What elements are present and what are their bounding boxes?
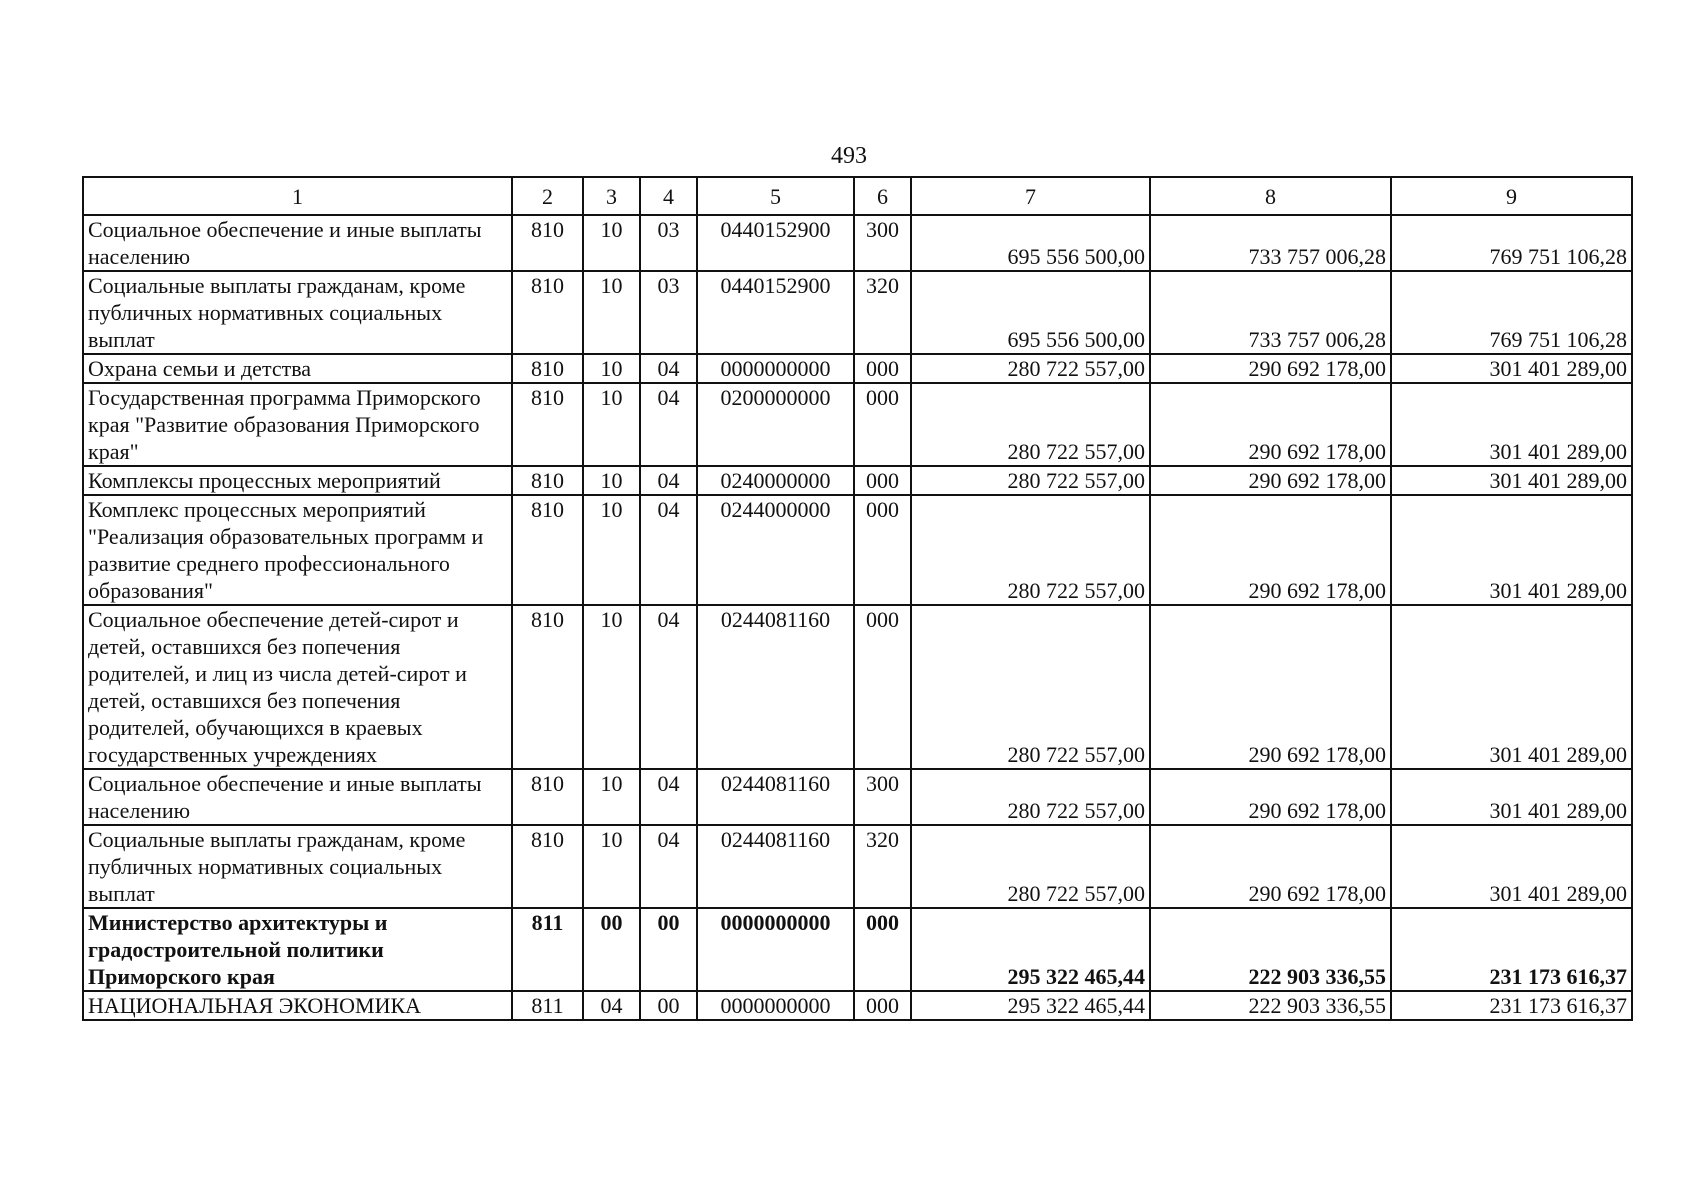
table-row [83, 383, 1632, 466]
amount-col7-cell: 295 322 465,44 [911, 908, 1150, 991]
podrazdel-code-cell: 04 [640, 769, 697, 825]
row-name-cell: Социальные выплаты гражданам, кроме публичных нормативных социальных выплат [83, 271, 512, 354]
target-article-cell: 0240000000 [697, 466, 854, 495]
table-row [83, 991, 1632, 1020]
column-header: 6 [854, 177, 911, 215]
amount-col7-cell: 280 722 557,00 [911, 769, 1150, 825]
amount-col8-cell: 290 692 178,00 [1150, 825, 1391, 908]
podrazdel-code-cell: 04 [640, 354, 697, 383]
razdel-code-cell: 10 [583, 605, 640, 769]
amount-col7-cell: 280 722 557,00 [911, 825, 1150, 908]
amount-col8-cell: 222 903 336,55 [1150, 991, 1391, 1020]
razdel-code-cell: 10 [583, 215, 640, 271]
amount-col8-cell: 290 692 178,00 [1150, 354, 1391, 383]
table-row [83, 354, 1632, 383]
table-row [83, 769, 1632, 825]
podrazdel-code-cell: 04 [640, 825, 697, 908]
expense-type-cell: 000 [854, 466, 911, 495]
razdel-code-cell: 00 [583, 908, 640, 991]
amount-col9-cell: 301 401 289,00 [1391, 354, 1632, 383]
page-number: 493 [831, 143, 867, 169]
row-name-cell: Государственная программа Приморского края "Развитие образования Приморского края" [83, 383, 512, 466]
row-name-cell: Комплекс процессных мероприятий "Реализация образовательных программ и развитие среднего профессионального образования" [83, 495, 512, 605]
amount-col7-cell: 280 722 557,00 [911, 466, 1150, 495]
row-name-cell: Социальное обеспечение и иные выплаты населению [83, 215, 512, 271]
amount-col9-cell: 231 173 616,37 [1391, 908, 1632, 991]
expense-type-cell: 000 [854, 605, 911, 769]
amount-col8-cell: 290 692 178,00 [1150, 466, 1391, 495]
amount-col7-cell: 280 722 557,00 [911, 605, 1150, 769]
column-header: 7 [911, 177, 1150, 215]
amount-col9-cell: 769 751 106,28 [1391, 271, 1632, 354]
table-row [83, 605, 1632, 769]
glava-code-cell: 810 [512, 605, 583, 769]
amount-col9-cell: 231 173 616,37 [1391, 991, 1632, 1020]
table-row [83, 908, 1632, 991]
expense-type-cell: 000 [854, 354, 911, 383]
razdel-code-cell: 10 [583, 769, 640, 825]
razdel-code-cell: 10 [583, 495, 640, 605]
row-name-cell: Социальные выплаты гражданам, кроме публичных нормативных социальных выплат [83, 825, 512, 908]
target-article-cell: 0244000000 [697, 495, 854, 605]
expense-type-cell: 300 [854, 215, 911, 271]
amount-col8-cell: 290 692 178,00 [1150, 605, 1391, 769]
expense-type-cell: 000 [854, 908, 911, 991]
amount-col9-cell: 769 751 106,28 [1391, 215, 1632, 271]
row-name-cell: Охрана семьи и детства [83, 354, 512, 383]
amount-col8-cell: 290 692 178,00 [1150, 383, 1391, 466]
column-header: 8 [1150, 177, 1391, 215]
expense-type-cell: 000 [854, 495, 911, 605]
table-row [83, 825, 1632, 908]
target-article-cell: 0244081160 [697, 769, 854, 825]
amount-col8-cell: 290 692 178,00 [1150, 769, 1391, 825]
glava-code-cell: 810 [512, 769, 583, 825]
amount-col9-cell: 301 401 289,00 [1391, 605, 1632, 769]
column-header: 4 [640, 177, 697, 215]
amount-col9-cell: 301 401 289,00 [1391, 466, 1632, 495]
table-row [83, 271, 1632, 354]
column-header: 9 [1391, 177, 1632, 215]
target-article-cell: 0440152900 [697, 271, 854, 354]
amount-col8-cell: 222 903 336,55 [1150, 908, 1391, 991]
glava-code-cell: 810 [512, 354, 583, 383]
glava-code-cell: 810 [512, 825, 583, 908]
podrazdel-code-cell: 03 [640, 215, 697, 271]
expense-type-cell: 000 [854, 991, 911, 1020]
razdel-code-cell: 10 [583, 825, 640, 908]
podrazdel-code-cell: 04 [640, 383, 697, 466]
target-article-cell: 0000000000 [697, 908, 854, 991]
expense-type-cell: 320 [854, 825, 911, 908]
amount-col9-cell: 301 401 289,00 [1391, 495, 1632, 605]
amount-col8-cell: 290 692 178,00 [1150, 495, 1391, 605]
row-name-cell: НАЦИОНАЛЬНАЯ ЭКОНОМИКА [83, 991, 512, 1020]
expense-type-cell: 320 [854, 271, 911, 354]
table-row [83, 466, 1632, 495]
glava-code-cell: 810 [512, 495, 583, 605]
amount-col9-cell: 301 401 289,00 [1391, 383, 1632, 466]
table-body [83, 215, 1632, 1020]
table-header [83, 177, 1632, 215]
header-row [83, 177, 1632, 215]
target-article-cell: 0200000000 [697, 383, 854, 466]
podrazdel-code-cell: 00 [640, 991, 697, 1020]
expense-type-cell: 300 [854, 769, 911, 825]
expense-type-cell: 000 [854, 383, 911, 466]
podrazdel-code-cell: 04 [640, 466, 697, 495]
amount-col9-cell: 301 401 289,00 [1391, 769, 1632, 825]
column-header: 2 [512, 177, 583, 215]
target-article-cell: 0244081160 [697, 825, 854, 908]
razdel-code-cell: 10 [583, 354, 640, 383]
amount-col7-cell: 695 556 500,00 [911, 271, 1150, 354]
podrazdel-code-cell: 00 [640, 908, 697, 991]
column-header: 1 [83, 177, 512, 215]
razdel-code-cell: 10 [583, 383, 640, 466]
glava-code-cell: 810 [512, 271, 583, 354]
amount-col8-cell: 733 757 006,28 [1150, 271, 1391, 354]
podrazdel-code-cell: 04 [640, 605, 697, 769]
amount-col9-cell: 301 401 289,00 [1391, 825, 1632, 908]
target-article-cell: 0000000000 [697, 354, 854, 383]
glava-code-cell: 811 [512, 991, 583, 1020]
table-row [83, 215, 1632, 271]
glava-code-cell: 811 [512, 908, 583, 991]
row-name-cell: Комплексы процессных мероприятий [83, 466, 512, 495]
row-name-cell: Социальное обеспечение детей-сирот и детей, оставшихся без попечения родителей, и лиц из числа детей-сирот и детей, оставшихся без попечения родителей, обучающихся в краевых государственных учреждениях [83, 605, 512, 769]
row-name-cell: Министерство архитектуры и градостроительной политики Приморского края [83, 908, 512, 991]
amount-col7-cell: 280 722 557,00 [911, 354, 1150, 383]
podrazdel-code-cell: 03 [640, 271, 697, 354]
glava-code-cell: 810 [512, 383, 583, 466]
glava-code-cell: 810 [512, 215, 583, 271]
amount-col7-cell: 280 722 557,00 [911, 383, 1150, 466]
razdel-code-cell: 10 [583, 466, 640, 495]
column-header: 5 [697, 177, 854, 215]
column-header: 3 [583, 177, 640, 215]
razdel-code-cell: 04 [583, 991, 640, 1020]
amount-col8-cell: 733 757 006,28 [1150, 215, 1391, 271]
podrazdel-code-cell: 04 [640, 495, 697, 605]
table-row [83, 495, 1632, 605]
target-article-cell: 0000000000 [697, 991, 854, 1020]
target-article-cell: 0244081160 [697, 605, 854, 769]
budget-table [82, 176, 1633, 1021]
glava-code-cell: 810 [512, 466, 583, 495]
target-article-cell: 0440152900 [697, 215, 854, 271]
amount-col7-cell: 295 322 465,44 [911, 991, 1150, 1020]
amount-col7-cell: 695 556 500,00 [911, 215, 1150, 271]
amount-col7-cell: 280 722 557,00 [911, 495, 1150, 605]
razdel-code-cell: 10 [583, 271, 640, 354]
row-name-cell: Социальное обеспечение и иные выплаты населению [83, 769, 512, 825]
